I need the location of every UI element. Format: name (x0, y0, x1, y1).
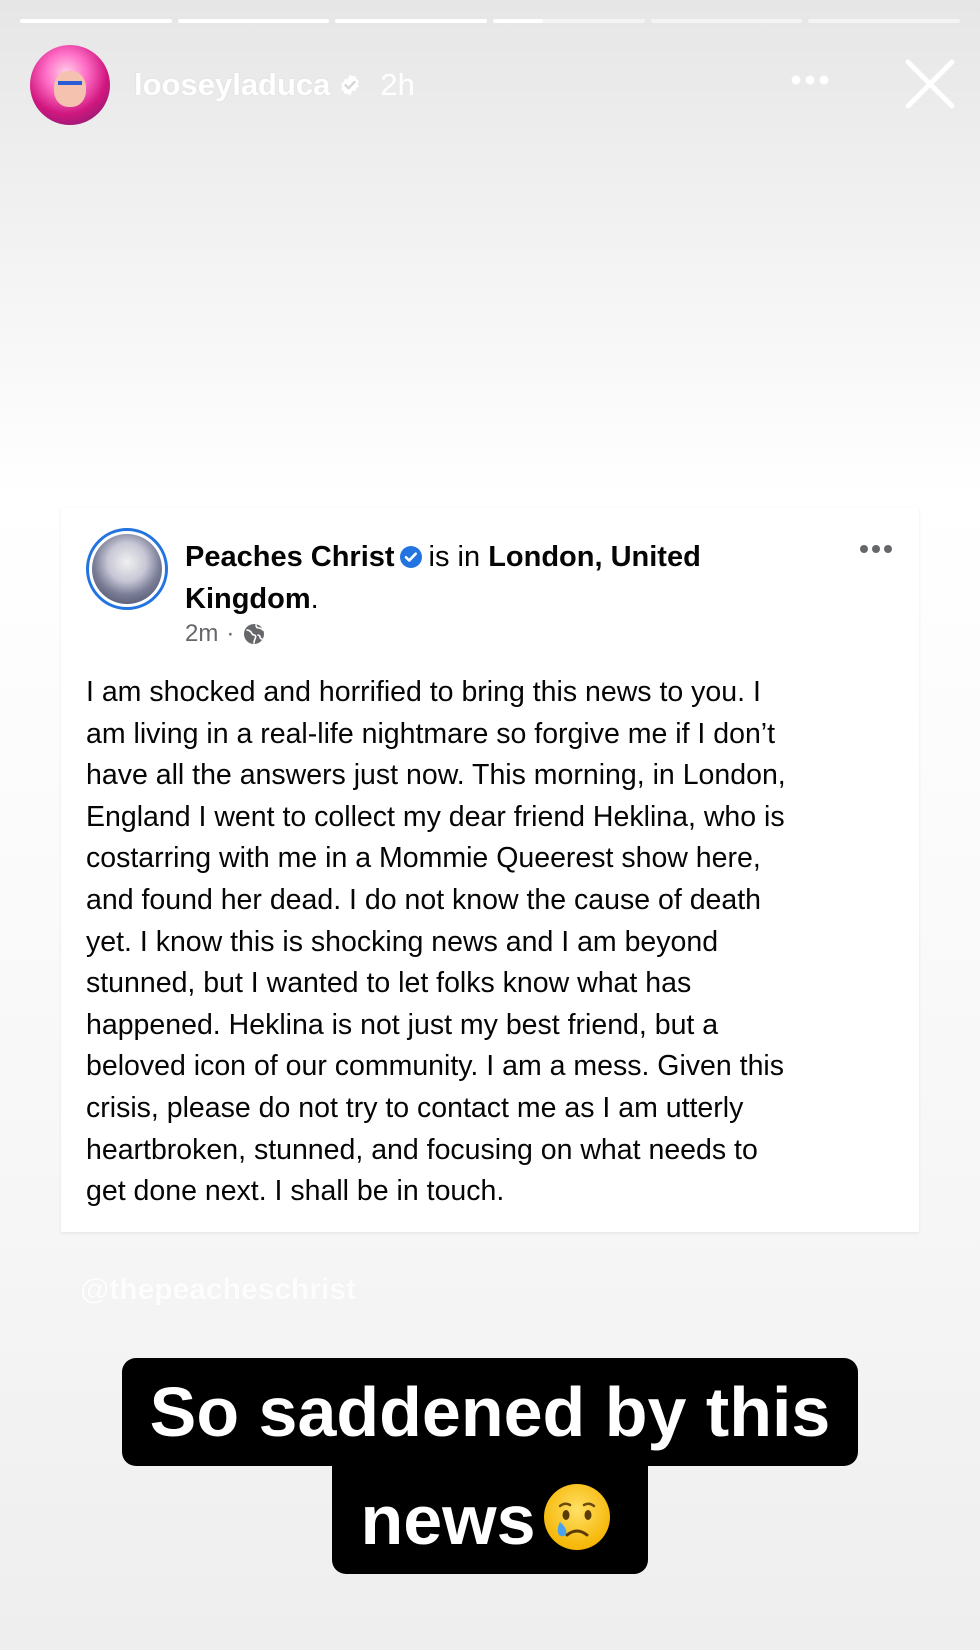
story-caption (0, 1358, 980, 1574)
caption-line-2-text: news (360, 1481, 536, 1559)
caption-line-2 (332, 1466, 647, 1574)
post-header: Peaches Christ is in London, United Kingdom. (185, 541, 701, 615)
close-icon[interactable] (904, 58, 956, 110)
post-author-avatar (86, 528, 168, 610)
shared-post-card (61, 508, 919, 1232)
post-meta (185, 620, 266, 648)
progress-segment-fill (178, 19, 330, 23)
progress-segment-fill (493, 19, 543, 23)
progress-segment-fill (335, 19, 487, 23)
post-time: 2m (185, 620, 219, 647)
globe-icon (242, 622, 266, 646)
story-avatar[interactable] (30, 45, 110, 125)
post-verified-badge-icon (399, 545, 423, 569)
progress-segment (178, 19, 330, 23)
progress-segment (20, 19, 172, 23)
post-meta-separator: · (226, 620, 235, 647)
post-location-line1: London, United (488, 541, 701, 573)
story-progress-bar (20, 19, 960, 24)
more-horizontal-icon[interactable] (790, 74, 830, 86)
story-username[interactable]: looseyladuca (134, 67, 331, 102)
post-more-icon (859, 544, 893, 554)
progress-segment (808, 19, 960, 23)
post-author-name: Peaches Christ (185, 541, 395, 573)
caption-line-1: So saddened by this (122, 1358, 859, 1466)
post-body-text: I am shocked and horrified to bring this news to you. I am living in a real-life nightmare so forgive me if I don’t have all the answers just now. This morning, in London, England I went to collect my dear friend Heklina, who is costarring with me in a Mommie Queerest show here, and found her dead. I do not know the cause of death yet. I know this is shocking news and I am beyond stunned, but I wanted to let folks know what has happened. Heklina is not just my best friend, but a beloved icon of our community. I am a mess. Given this crisis, please do not try to contact me as I am utterly heartbroken, stunned, and focusing on what needs to get done next. I shall be in touch. (86, 676, 786, 1208)
progress-segment-fill (20, 19, 172, 23)
verified-badge-icon (338, 73, 362, 97)
progress-segment (493, 19, 645, 23)
story-time-ago: 2h (380, 67, 415, 102)
mention-sticker[interactable]: @thepeacheschrist (80, 1273, 357, 1306)
post-is-in-label: is in (428, 541, 481, 573)
post-location-line2: Kingdom (185, 583, 311, 615)
progress-segment (651, 19, 803, 23)
post-author-avatar-image (92, 534, 162, 604)
crying-face-emoji (540, 1480, 614, 1554)
progress-segment (335, 19, 487, 23)
story-header (30, 44, 980, 126)
